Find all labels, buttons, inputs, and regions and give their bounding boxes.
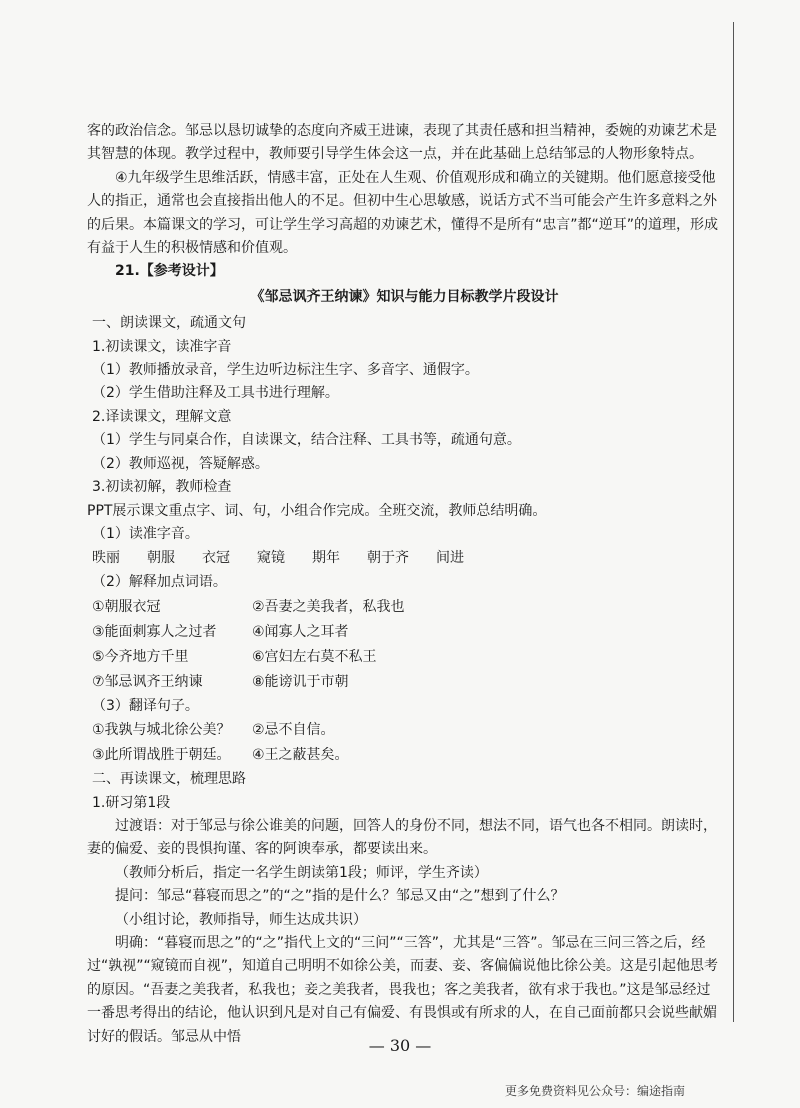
word-item: 朝于齐 bbox=[367, 550, 409, 567]
section-1-heading: 一、朗读课文，疏通文句 bbox=[92, 315, 246, 332]
explain-label: （2）解释加点词语。 bbox=[92, 574, 227, 591]
question-text: 提问：邹忌“暮寝而思之”的“之”指的是什么？邹忌又由“之”想到了什么？ bbox=[115, 888, 565, 905]
explain-item: ④闻寡人之耳者 bbox=[252, 623, 349, 640]
page-number: — 30 — bbox=[368, 1036, 432, 1055]
translate-label: （3）翻译句子。 bbox=[92, 697, 199, 714]
explain-item: ①朝服衣冠 bbox=[92, 598, 161, 615]
translate-item: ③此所谓战胜于朝廷。 bbox=[92, 747, 231, 764]
explain-item: ⑧能谤讥于市朝 bbox=[252, 673, 349, 690]
document-body bbox=[87, 120, 722, 1049]
design-title: 《邹忌讽齐王纳谏》知识与能力目标教学片段设计 bbox=[250, 288, 559, 305]
translate-grid bbox=[87, 718, 722, 768]
question-21-label: 21.【参考设计】 bbox=[115, 263, 224, 280]
translate-item: ①我孰与城北徐公美？ bbox=[92, 722, 231, 739]
explain-item: ②吾妻之美我者，私我也 bbox=[252, 598, 405, 615]
step-2-item: （2）教师巡视，答疑解惑。 bbox=[92, 455, 269, 472]
section-2-heading: 二、再读课文，梳理思路 bbox=[92, 771, 246, 788]
read-label: （1）读准字音。 bbox=[92, 525, 199, 542]
step-3-text: PPT展示课文重点字、词、句，小组合作完成。全班交流，教师总结明确。 bbox=[87, 502, 547, 519]
margin-rule bbox=[733, 22, 734, 1022]
step-3: 3.初读初解，教师检查 bbox=[92, 479, 232, 496]
step-1: 1.初读课文，读准字音 bbox=[92, 338, 232, 355]
step-1-item: （1）教师播放录音，学生边听边标注生字、多音字、通假字。 bbox=[92, 362, 479, 379]
paragraph-4: ④九年级学生思维活跃，情感丰富，正处在人生观、价值观形成和确立的关键期。他们愿意接受他人的指正，通常也会直接指出他人的不足。但初中生心思敏感，说话方式不当可能会产生许多意料之外的后果。本篇课文的学习，可让学生学习高超的劝谏艺术，懂得不是所有“忠言”都“逆耳”的道理，形成有益于人生的积极情感和价值观。 bbox=[87, 169, 719, 257]
answer-text: 明确：“暮寝而思之”的“之”指代上文的“三问”“三答”，尤其是“三答”。邹忌在三问三答之后，经过“孰视”“窥镜而自视”，知道自己明明不如徐公美，而妻、妾、客偏偏说他比徐公美。这是引起他思考的原因。“吾妻之美我者，私我也；妾之美我者，畏我也；客之美我者，欲有求于我也。”这是邹忌经过一番思考得出的结论，他认识到凡是对自己有偏爱、有畏惧或有所求的人，在自己面前都只会说些献媚讨好的假话。邹忌从中悟 bbox=[87, 934, 719, 1045]
transition-text: 过渡语：对于邹忌与徐公谁美的问题，回答人的身份不同，想法不同，语气也各不相同。朗读时，妻的偏爱、妾的畏惧拘谨、客的阿谀奉承，都要读出来。 bbox=[87, 817, 717, 858]
teacher-note: （小组讨论，教师指导，师生达成共识） bbox=[115, 911, 367, 928]
step-1-item: （2）学生借助注释及工具书进行理解。 bbox=[92, 385, 339, 402]
section-2-step-1: 1.研习第1段 bbox=[92, 794, 171, 811]
explain-item: ⑦邹忌讽齐王纳谏 bbox=[92, 673, 203, 690]
step-2: 2.译读课文，理解文意 bbox=[92, 408, 232, 425]
word-list bbox=[87, 546, 722, 571]
word-item: 衣冠 bbox=[202, 550, 230, 567]
footer-text: 更多免费资料见公众号：编途指南 bbox=[505, 1084, 686, 1098]
word-item: 期年 bbox=[312, 550, 340, 567]
translate-item: ②忌不自信。 bbox=[252, 722, 335, 739]
word-item: 朝服 bbox=[147, 550, 175, 567]
explain-item: ③能面刺寡人之过者 bbox=[92, 623, 217, 640]
explain-item: ⑥宫妇左右莫不私王 bbox=[252, 648, 377, 665]
step-2-item: （1）学生与同桌合作，自读课文，结合注释、工具书等，疏通句意。 bbox=[92, 432, 521, 449]
paragraph-continuation: 客的政治信念。邹忌以恳切诚挚的态度向齐威王进谏，表现了其责任感和担当精神，委婉的劝谏艺术是其智慧的体现。教学过程中，教师要引导学生体会这一点，并在此基础上总结邹忌的人物形象特点。 bbox=[87, 123, 717, 163]
teacher-note: （教师分析后，指定一名学生朗读第1段；师评，学生齐读） bbox=[115, 864, 488, 881]
explain-item: ⑤今齐地方千里 bbox=[92, 648, 189, 665]
word-item: 窥镜 bbox=[257, 550, 285, 567]
word-item: 间进 bbox=[436, 550, 464, 567]
translate-item: ④王之蔽甚矣。 bbox=[252, 747, 349, 764]
word-item: 昳丽 bbox=[92, 550, 120, 567]
explain-grid bbox=[87, 595, 722, 695]
